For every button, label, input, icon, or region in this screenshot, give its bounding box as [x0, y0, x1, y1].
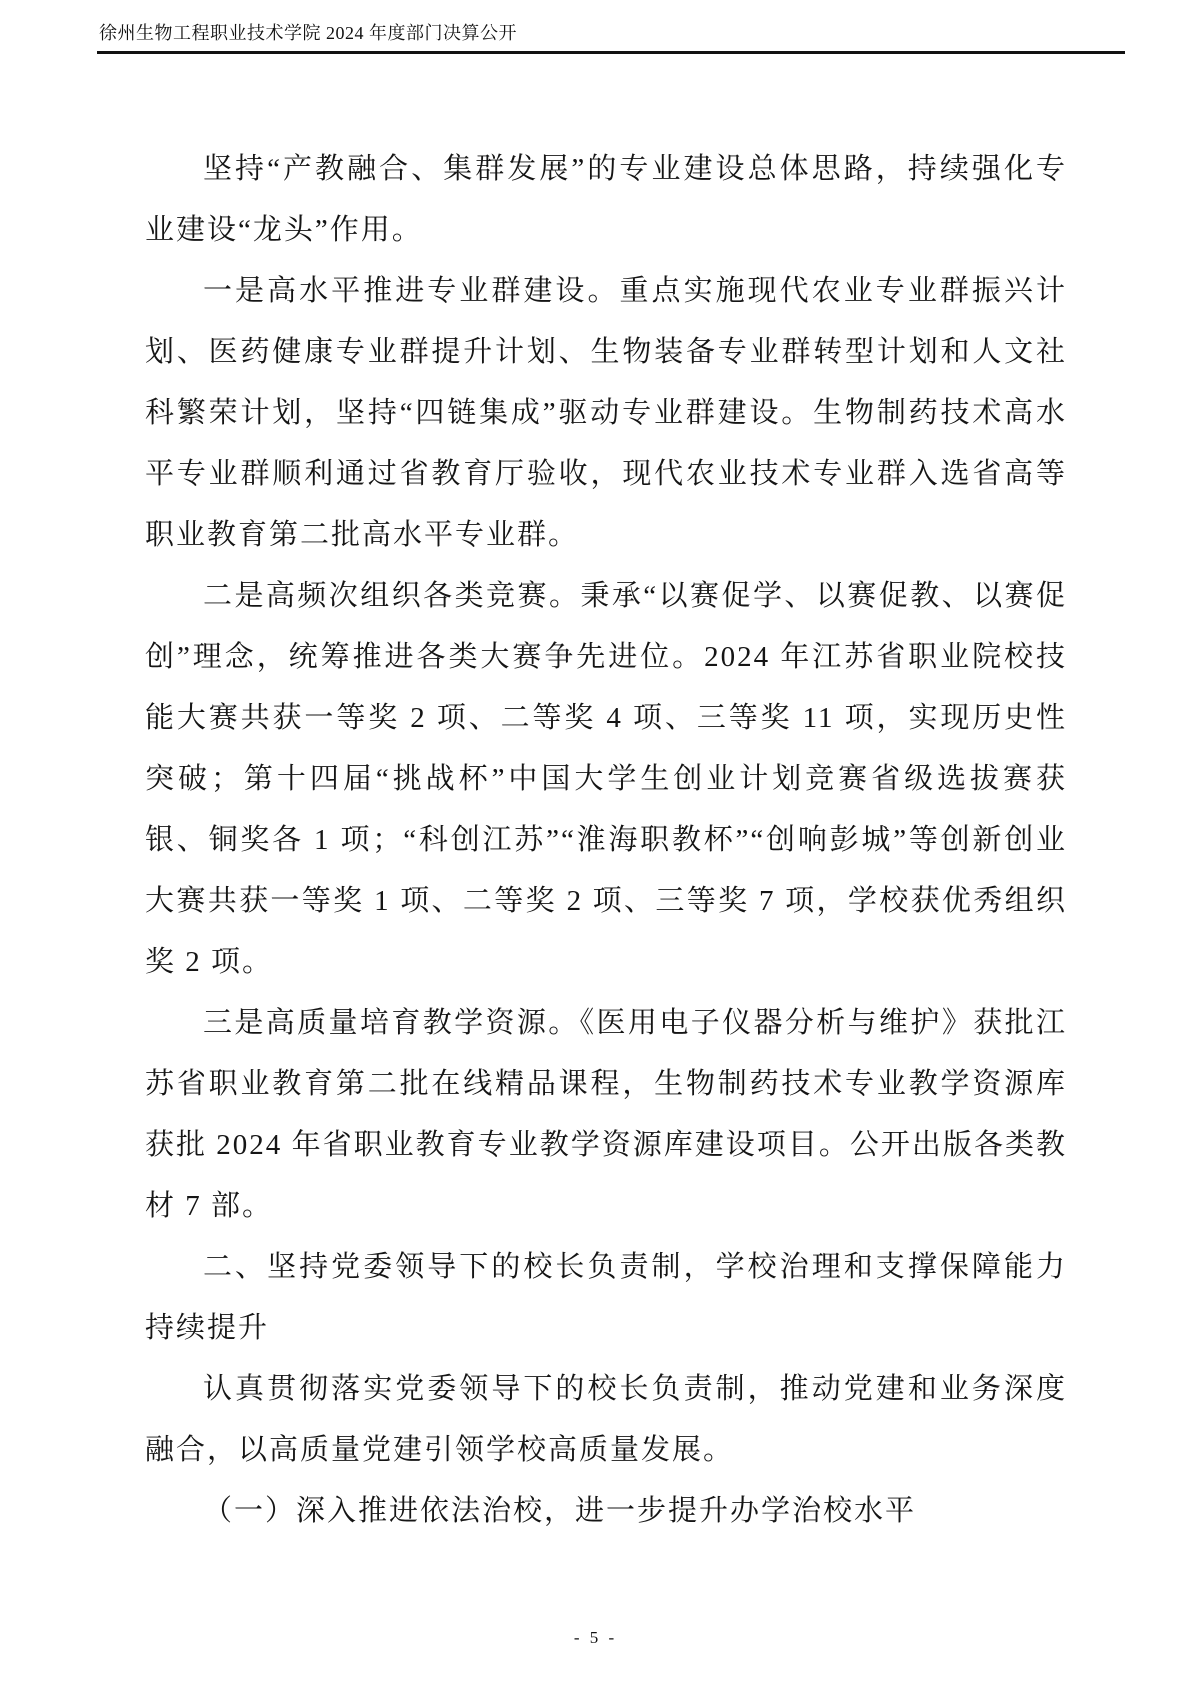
section-heading: 二、坚持党委领导下的校长负责制，学校治理和支撑保障能力持续提升: [145, 1251, 1067, 1344]
subsection-heading: （一）深入推进依法治校，进一步提升办学治校水平: [203, 1495, 917, 1527]
page-header: [97, 0, 1125, 54]
page-number: - 5 -: [573, 1628, 618, 1647]
paragraph: 认真贯彻落实党委领导下的校长负责制，推动党建和业务深度融合，以高质量党建引领学校高质量发展。: [145, 1373, 1067, 1466]
paragraph: 三是高质量培育教学资源。《医用电子仪器分析与维护》获批江苏省职业教育第二批在线精品课程，生物制药技术专业教学资源库获批 2024 年省职业教育专业教学资源库建设项目。公开出版各类教材 7 部。: [145, 1007, 1067, 1222]
paragraph: 二是高频次组织各类竞赛。秉承“以赛促学、以赛促教、以赛促创”理念，统筹推进各类大赛争先进位。2024 年江苏省职业院校技能大赛共获一等奖 2 项、二等奖 4 项、三等奖 11 项，实现历史性突破；第十四届“挑战杯”中国大学生创业计划竞赛省级选拔赛获银、铜奖各 1 项；“科创江苏”“淮海职教杯”“创响彭城”等创新创业大赛共获一等奖 1 项、二等奖 2 项、三等奖 7 项，学校获优秀组织奖 2 项。: [145, 580, 1067, 978]
header-title: 徐州生物工程职业技术学院 2024 年度部门决算公开: [99, 23, 517, 43]
paragraph: 一是高水平推进专业群建设。重点实施现代农业专业群振兴计划、医药健康专业群提升计划、生物装备专业群转型计划和人文社科繁荣计划，坚持“四链集成”驱动专业群建设。生物制药技术高水平专业群顺利通过省教育厅验收，现代农业技术专业群入选省高等职业教育第二批高水平专业群。: [145, 275, 1067, 551]
document-body: [145, 139, 1067, 1542]
paragraph: 坚持“产教融合、集群发展”的专业建设总体思路，持续强化专业建设“龙头”作用。: [145, 153, 1067, 246]
